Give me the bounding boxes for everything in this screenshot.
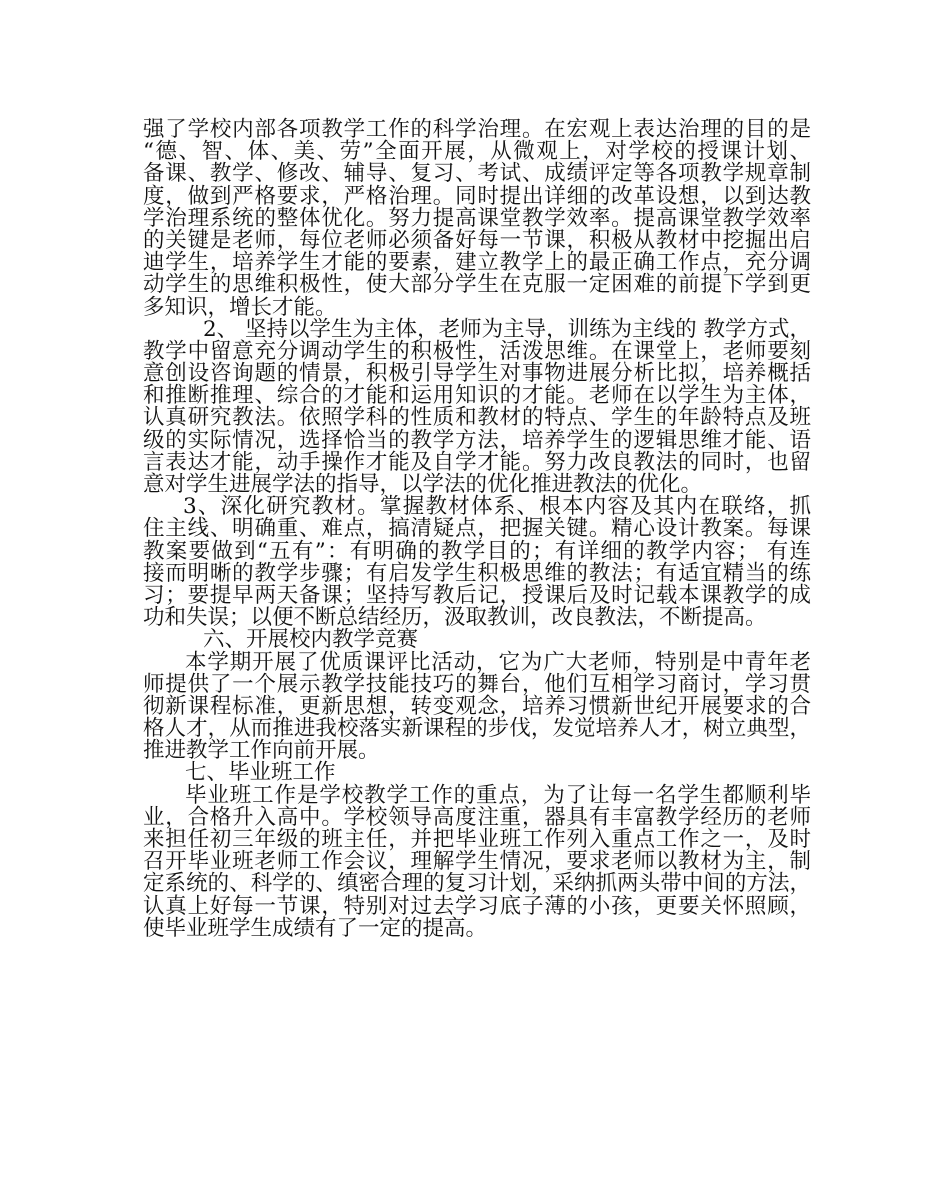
paragraph-4	[143, 649, 811, 764]
paragraph-1	[143, 119, 811, 319]
text-line: 毕业班工作是学校教学工作的重点，为了让每一名学生都顺利毕	[185, 782, 811, 808]
text-line: 备课、教学、修改、辅导、复习、考试、成绩评定等各项教学规章制	[143, 161, 811, 187]
text-line: 意创设咨询题的情景，积极引导学生对事物进展分析比拟，培养概括	[143, 361, 811, 387]
text-line: 和推断推理、综合的才能和运用知识的才能。老师在以学生为主体，	[143, 383, 811, 409]
text-line: 推进教学工作向前开展。	[143, 738, 380, 764]
text-line: 格人才，从而推进我校落实新课程的步伐，发觉培养人才，树立典型，	[143, 716, 811, 742]
text-line: “德、智、体、美、劳”全面开展，从微观上，对学校的授课计划、	[143, 139, 811, 165]
text-line: 习；要提早两天备课；坚持写教后记，授课后及时记载本课教学的成	[143, 582, 811, 608]
text-line: 接而明晰的教学步骤；有启发学生积极思维的教法；有适宜精当的练	[143, 560, 811, 586]
section-heading: 七、毕业班工作	[185, 760, 336, 786]
text-line: 多知识，增长才能。	[143, 294, 337, 320]
text-line: 功和失误；以便不断总结经历，汲取教训，改良教法，不断提高。	[143, 605, 767, 631]
text-line: 召开毕业班老师工作会议，理解学生情况，要求老师以教材为主，制	[143, 849, 811, 875]
text-line: 学治理系统的整体优化。努力提高课堂教学效率。提高课堂教学效率	[143, 205, 811, 231]
text-line: 迪学生，培养学生才能的要素，建立教学上的最正确工作点，充分调	[143, 250, 811, 276]
text-line: 使毕业班学生成绩有了一定的提高。	[143, 915, 488, 941]
text-line: 言表达才能，动手操作才能及自学才能。努力改良教法的同时，也留	[143, 449, 811, 475]
text-line: 师提供了一个展示教学技能技巧的舞台，他们互相学习商讨，学习贯	[143, 671, 811, 697]
paragraph-3	[143, 496, 811, 629]
text-line: 度，做到严格要求，严格治理。同时提出详细的改革设想，以到达教	[143, 183, 811, 209]
text-line: 彻新课程标准，更新思想，转变观念，培养习惯新世纪开展要求的合	[143, 693, 811, 719]
text-line: 认真研究教法。依照学科的性质和教材的特点、学生的年龄特点及班	[143, 405, 811, 431]
text-line: 住主线、明确重、难点，搞清疑点，把握关键。精心设计教案。每课	[143, 516, 811, 542]
section-heading: 六、开展校内教学竞赛	[203, 627, 419, 653]
text-line: 教案要做到“五有”：有明确的教学目的；有详细的教学内容； 有连	[143, 538, 811, 564]
text-line: 教学中留意充分调动学生的积极性，活泼思维。在课堂上，老师要刻	[143, 338, 811, 364]
text-line: 来担任初三年级的班主任，并把毕业班工作列入重点工作之一，及时	[143, 827, 811, 852]
text-line: 的关键是老师，每位老师必须备好每一节课，积极从教材中挖掘出启	[143, 227, 811, 253]
section-heading-6	[143, 629, 811, 651]
text-line: 认真上好每一节课，特别对过去学习底子薄的小孩，更要关怀照顾，	[143, 893, 811, 919]
text-line: 动学生的思维积极性，使大部分学生在克服一定困难的前提下学到更	[143, 272, 811, 298]
text-line: 强了学校内部各项教学工作的科学治理。在宏观上表达治理的目的是	[143, 117, 811, 142]
text-line: 2、 坚持以学生为主体，老师为主导，训练为主线的 教学方式，	[203, 316, 811, 342]
text-line: 意对学生进展学法的指导，以学法的优化推进教法的优化。	[143, 472, 703, 497]
text-line: 业，合格升入高中。学校领导高度注重，器具有丰富教学经历的老师	[143, 804, 811, 830]
text-line: 级的实际情况，选择恰当的教学方法，培养学生的逻辑思维才能、语	[143, 427, 811, 453]
section-heading-7	[143, 762, 811, 784]
paragraph-5	[143, 782, 811, 941]
document-page	[143, 119, 811, 940]
text-line: 本学期开展了优质课评比活动，它为广大老师，特别是中青年老	[185, 649, 811, 675]
text-line: 定系统的、科学的、缜密合理的复习计划，采纳抓两头带中间的方法，	[143, 871, 811, 897]
paragraph-2	[143, 316, 811, 497]
text-line: 3、深化研究教材。掌握教材体系、根本内容及其内在联络，抓	[183, 494, 811, 520]
